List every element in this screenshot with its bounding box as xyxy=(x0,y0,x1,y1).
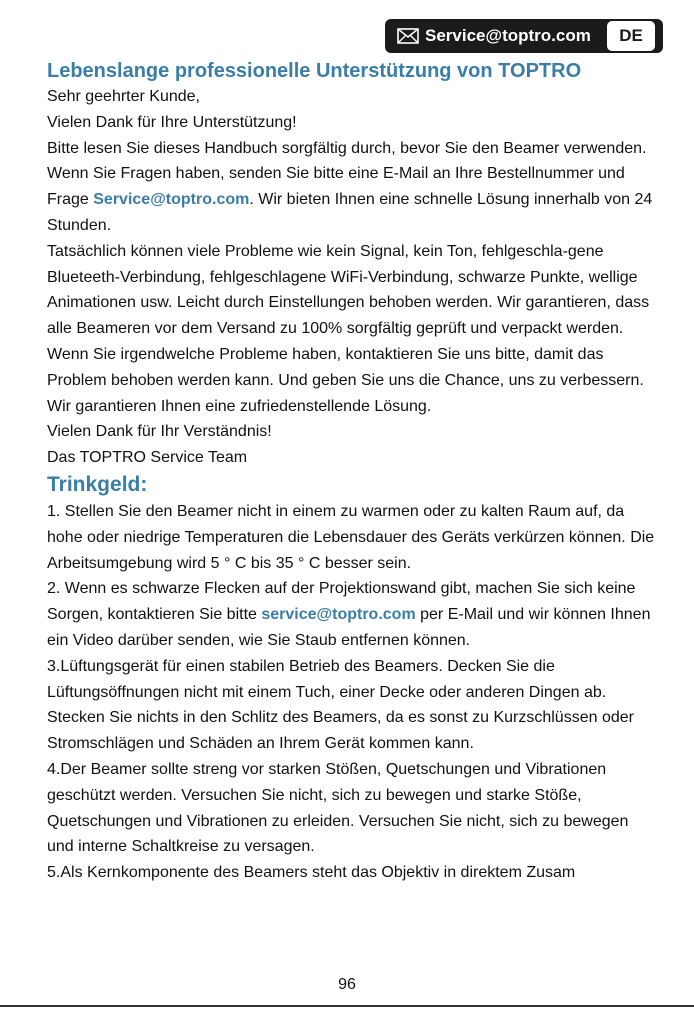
greeting-text: Sehr geehrter Kunde, xyxy=(47,88,200,105)
tip-1: 1. Stellen Sie den Beamer nicht in einem zu warmen oder zu kalten Raum auf, da hohe oder niedrige Temperaturen die Lebensdauer des Geräts verkürzen können. Die Arbeitsumgebung wird 5 ° C bis 35 ° C besser sein. xyxy=(47,502,655,572)
bottom-rule xyxy=(0,1005,694,1007)
service-email-link[interactable]: Service@toptro.com xyxy=(425,26,591,45)
read-manual-paragraph xyxy=(47,136,657,239)
read-manual-text-after: . Wir bieten Ihnen eine schnelle Lösung innerhalb von 24 Stunden. xyxy=(47,191,653,234)
understanding-text: Vielen Dank für Ihr Verständnis! xyxy=(47,423,272,441)
tip-4: 4.Der Beamer sollte streng vor starken Stößen, Quetschungen und Vibrationen geschützt werden. Versuchen Sie nicht, sich zu bewegen und starke Stöße, Quetschungen und Vibrationen zu erleiden. Versuchen Sie nicht, sich zu bewegen und interne Schaltkreise zu versagen. xyxy=(47,760,629,856)
tips-heading: Trinkgeld: xyxy=(47,472,148,496)
tip-2 xyxy=(47,576,657,653)
read-manual-text-before: Bitte lesen Sie dieses Handbuch sorgfältig durch, bevor Sie den Beamer verwenden. Wenn Sie Fragen haben, senden Sie bitte eine E-Mail an Ihre Bestellnummer und Frage xyxy=(47,139,647,209)
page-content xyxy=(47,58,657,887)
page-number: 96 xyxy=(338,976,356,993)
service-email-badge xyxy=(385,19,663,53)
team-signature: Das TOPTRO Service Team xyxy=(47,449,248,467)
service-email-inline-link[interactable]: Service@toptro.com xyxy=(93,191,250,209)
mail-icon xyxy=(385,19,419,53)
language-badge: DE xyxy=(607,21,655,51)
tip-2-text-before: 2. Wenn es schwarze Flecken auf der Projektionswand gibt, machen Sie sich keine Sorgen, kontaktieren Sie bitte xyxy=(47,580,636,624)
tip-2-text-after: per E-Mail und wir können Ihnen ein Video darüber senden, wie Sie Staub entfernen können. xyxy=(47,606,651,649)
problems-paragraph: Tatsächlich können viele Probleme wie kein Signal, kein Ton, fehlgeschla-gene Blueteeth-Verbindung, fehlgeschlagene WiFi-Verbindung, schwarze Punkte, wellige Animationen usw. Leicht durch Einstellungen behoben werden. Wir garantieren, dass alle Beameren vor dem Versand zu 100% sorgfältig geprüft und verpackt werden. xyxy=(47,242,650,338)
tip-2-email-link[interactable]: service@toptro.com xyxy=(261,606,416,624)
thanks-text: Vielen Dank für Ihre Unterstützung! xyxy=(47,113,297,131)
tip-3: 3.Lüftungsgerät für einen stabilen Betrieb des Beamers. Decken Sie die Lüftungsöffnungen nicht mit einem Tuch, einer Decke oder anderen Dingen ab. Stecken Sie nichts in den Schlitz des Beamers, da es sonst zu Kurzschlüssen oder Stromschlägen und Schäden an Ihrem Gerät kommen kann. xyxy=(47,657,634,753)
page-title: Lebenslange professionelle Unterstützung von TOPTRO xyxy=(47,60,582,82)
contact-paragraph: Wenn Sie irgendwelche Probleme haben, kontaktieren Sie uns bitte, damit das Problem behoben werden kann. Und geben Sie uns die Chance, uns zu verbessern. Wir garantieren Ihnen eine zufriedenstellende Lösung. xyxy=(47,345,644,415)
tip-5: 5.Als Kernkomponente des Beamers steht das Objektiv in direktem Zusam xyxy=(47,864,576,882)
